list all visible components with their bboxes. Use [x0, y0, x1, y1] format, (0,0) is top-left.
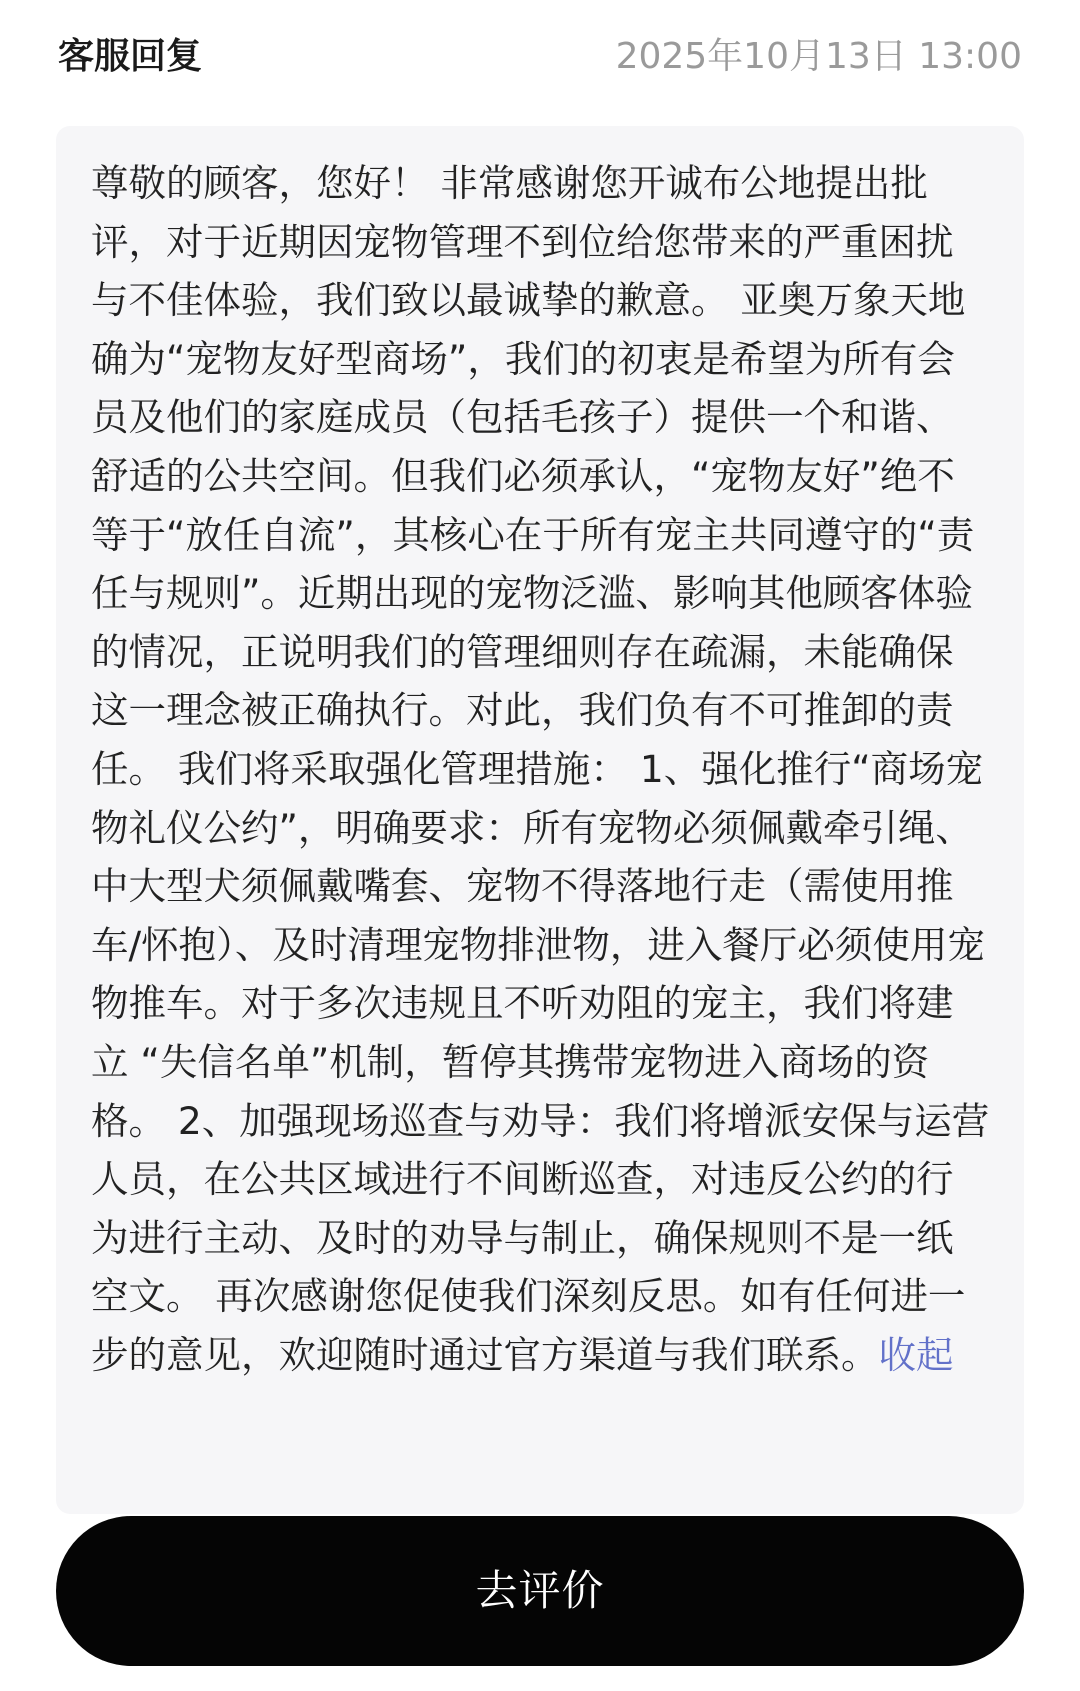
reply-header — [0, 0, 1080, 120]
reply-body — [91, 154, 990, 1384]
page-title: 客服回复 — [58, 36, 203, 77]
review-button[interactable]: 去评价 — [56, 1516, 1024, 1666]
reply-timestamp: 2025年10月13日 13:00 — [615, 36, 1022, 77]
reply-body-text: 尊敬的顾客，您好！ 非常感谢您开诚布公地提出批评，对于近期因宠物管理不到位给您带来的严重困扰与不佳体验，我们致以最诚挚的歉意。 亚奥万象天地确为“宠物友好型商场”，我们的初衷是希望为所有会员及他们的家庭成员（包括毛孩子）提供一个和谐、舒适的公共空间。但我们必须承认，“宠物友好”绝不等于“放任自流”，其核心在于所有宠主共同遵守的“责任与规则”。近期出现的宠物泛滥、影响其他顾客体验的情况，正说明我们的管理细则存在疏漏，未能确保这一理念被正确执行。对此，我们负有不可推卸的责任。 我们将采取强化管理措施： 1、强化推行“商场宠物礼仪公约”，明确要求：所有宠物必须佩戴牵引绳、中大型犬须佩戴嘴套、宠物不得落地行走（需使用推车/怀抱）、及时清理宠物排泄物，进入餐厅必须使用宠物推车。对于多次违规且不听劝阻的宠主，我们将建立 “失信名单”机制，暂停其携带宠物进入商场的资格。 2、加强现场巡查与劝导：我们将增派安保与运营人员，在公共区域进行不间断巡查，对违反公约的行为进行主动、及时的劝导与制止，确保规则不是一纸空文。 再次感谢您促使我们深刻反思。如有任何进一步的意见，欢迎随时通过官方渠道与我们联系。 — [91, 161, 990, 1377]
collapse-link[interactable]: 收起 — [878, 1332, 954, 1377]
reply-card — [56, 126, 1024, 1514]
